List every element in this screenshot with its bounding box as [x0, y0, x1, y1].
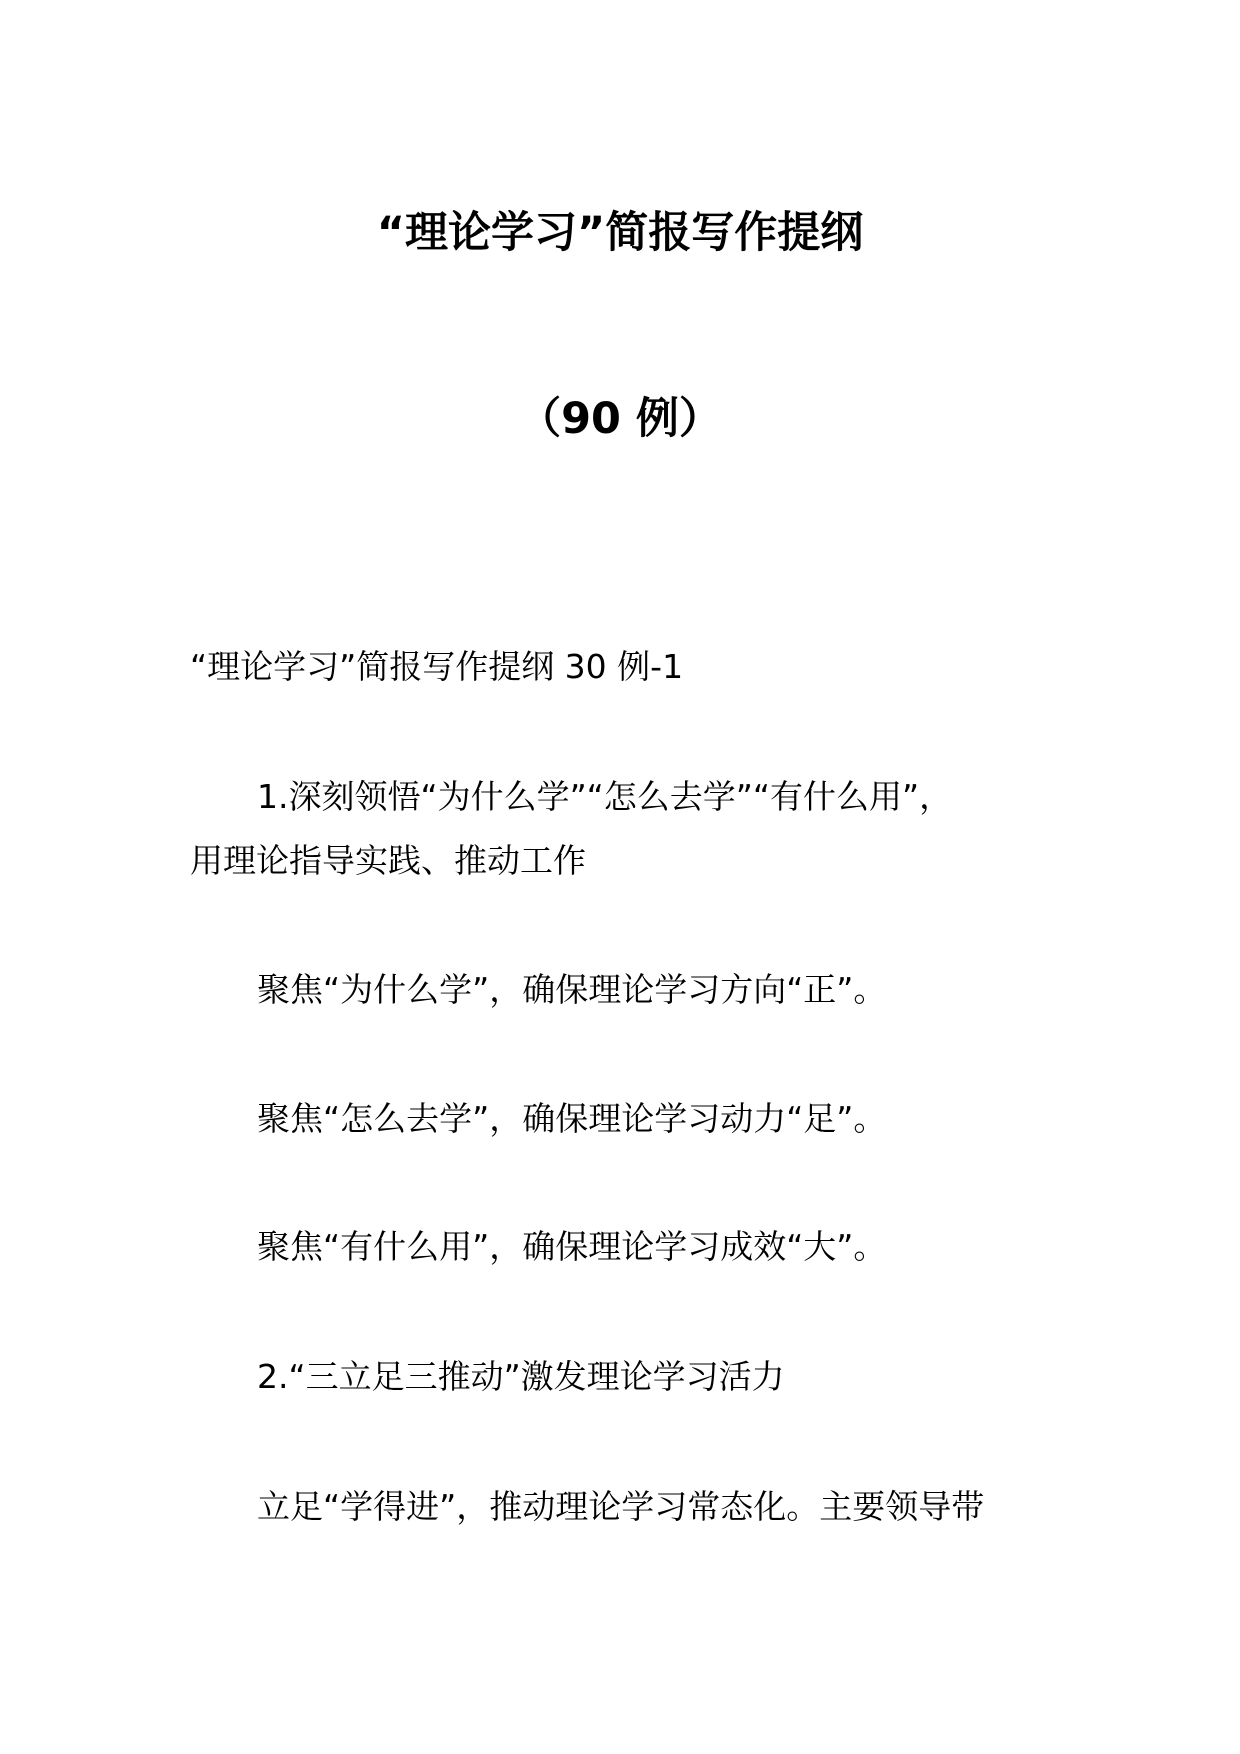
- paragraph-focus-use: 聚焦“有什么用”，确保理论学习成效“大”。: [257, 1227, 887, 1266]
- document-subtitle: （90 例）: [518, 394, 722, 444]
- section-heading: “理论学习”简报写作提纲 30 例-1: [190, 647, 684, 686]
- paragraph-focus-why: 聚焦“为什么学”，确保理论学习方向“正”。: [257, 970, 887, 1009]
- document-title: “理论学习”简报写作提纲: [376, 208, 864, 258]
- item-1-heading-line-2: 用理论指导实践、推动工作: [190, 841, 586, 880]
- item-2-heading: 2.“三立足三推动”激发理论学习活力: [257, 1357, 785, 1396]
- paragraph-focus-how: 聚焦“怎么去学”，确保理论学习动力“足”。: [257, 1099, 887, 1138]
- item-1-heading-line-1: 1.深刻领悟“为什么学”“怎么去学”“有什么用”，: [257, 777, 953, 816]
- paragraph-stand-on-learning: 立足“学得进”，推动理论学习常态化。主要领导带: [257, 1487, 985, 1526]
